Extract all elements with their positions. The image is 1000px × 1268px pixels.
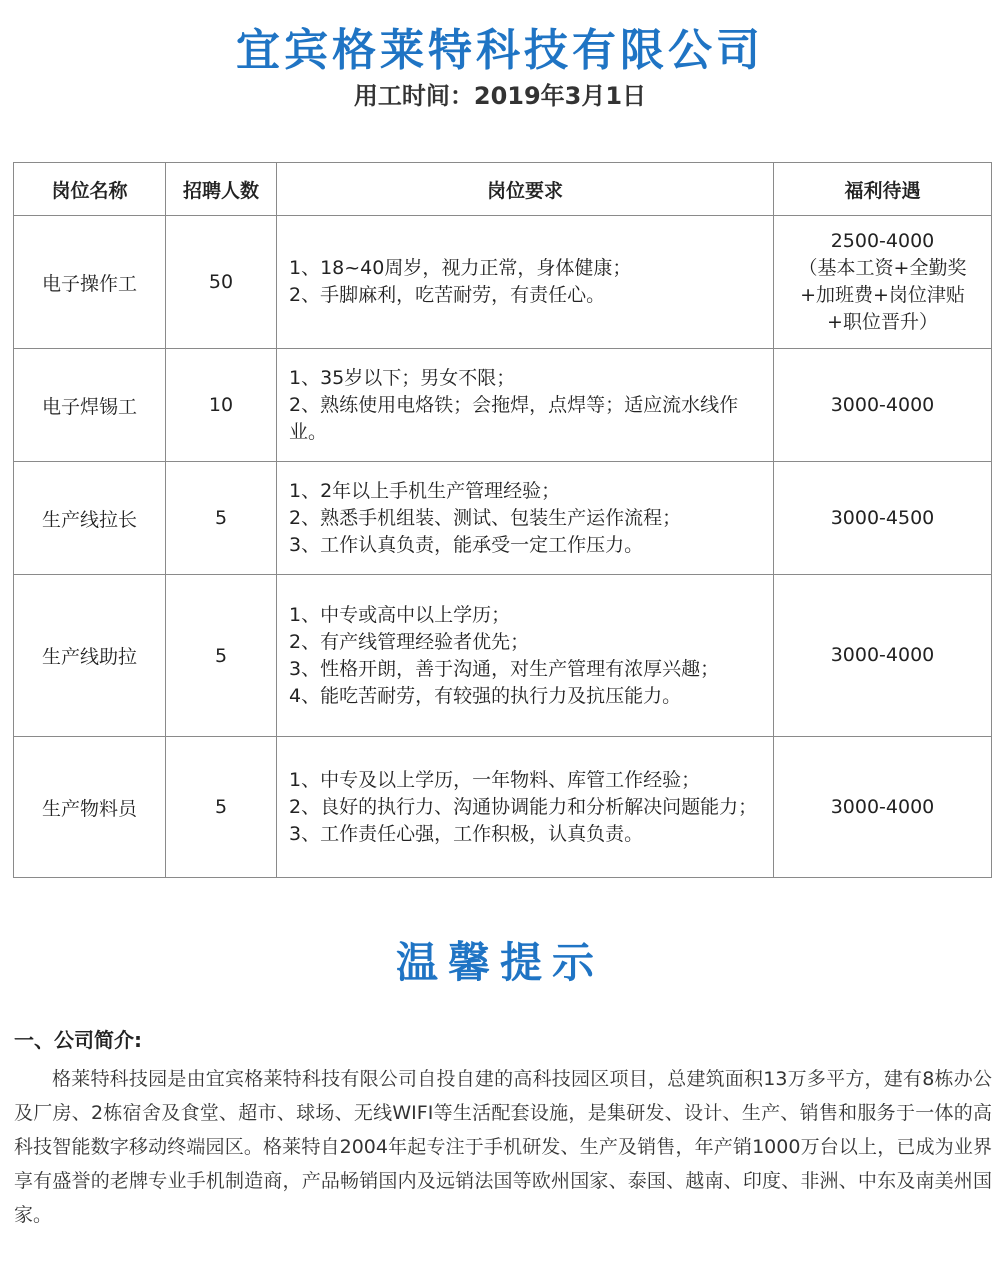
- requirement-line: 1、35岁以下；男女不限；: [289, 366, 516, 389]
- requirement-line: 2、熟悉手机组装、测试、包装生产运作流程；: [289, 506, 682, 529]
- header-position: 岗位名称: [14, 163, 166, 216]
- requirement-line: 1、18~40周岁，视力正常，身体健康；: [289, 257, 632, 279]
- job-table: [13, 162, 992, 878]
- hire-count: 5: [166, 575, 277, 737]
- hire-count: 5: [166, 462, 277, 575]
- requirements-cell: [277, 349, 774, 462]
- table-header-row: [14, 163, 992, 216]
- requirements-cell: [277, 737, 774, 878]
- benefits-cell: [774, 575, 992, 737]
- benefit-line: 3000-4000: [830, 393, 935, 416]
- requirement-line: 2、熟练使用电烙铁；会拖焊，点焊等；适应流水线作业。: [289, 393, 739, 443]
- benefit-line: 3000-4000: [830, 644, 935, 666]
- hire-count: 50: [166, 216, 277, 349]
- table-row: [14, 349, 992, 462]
- work-date-subtitle: 用工时间：2019年3月1日: [353, 82, 647, 110]
- position-name: 电子焊锡工: [14, 349, 166, 462]
- position-name: 生产物料员: [14, 737, 166, 878]
- hire-count: 10: [166, 349, 277, 462]
- requirement-line: 1、2年以上手机生产管理经验；: [289, 479, 561, 502]
- benefits-cell: [774, 349, 992, 462]
- intro-paragraph: 格莱特科技园是由宜宾格莱特科技有限公司自投自建的高科技园区项目，总建筑面积13万多平方，建有8栋办公及厂房、2栋宿舍及食堂、超市、球场、无线WIFI等生活配套设施，是集研发、设计、生产、销售和服务于一体的高科技智能数字移动终端园区。格莱特自2004年起专注于手机研发、生产及销售，年产销1000万台以上，已成为业界享有盛誉的老牌专业手机制造商，产品畅销国内及远销法国等欧州国家、泰国、越南、印度、非洲、中东及南美州国家。: [14, 1068, 992, 1226]
- benefits-cell: [774, 462, 992, 575]
- benefit-line: 3000-4500: [830, 506, 935, 529]
- benefit-line: 2500-4000: [830, 230, 935, 252]
- requirement-line: 4、能吃苦耐劳，有较强的执行力及抗压能力。: [289, 684, 682, 707]
- table-row: [14, 216, 992, 349]
- header-count: 招聘人数: [166, 163, 277, 216]
- table-row: [14, 575, 992, 737]
- benefits-cell: [774, 216, 992, 349]
- requirement-line: 3、工作认真负责，能承受一定工作压力。: [289, 533, 644, 556]
- benefits-cell: [774, 737, 992, 878]
- table-row: [14, 462, 992, 575]
- company-title: 宜宾格莱特科技有限公司: [236, 25, 764, 76]
- tips-title: 温馨提示: [395, 938, 604, 987]
- requirements-cell: [277, 216, 774, 349]
- requirements-cell: [277, 575, 774, 737]
- requirements-cell: [277, 462, 774, 575]
- position-name: 生产线助拉: [14, 575, 166, 737]
- table-row: [14, 737, 992, 878]
- requirement-line: 3、工作责任心强，工作积极，认真负责。: [289, 822, 644, 845]
- header-requirements: 岗位要求: [277, 163, 774, 216]
- requirement-line: 1、中专或高中以上学历；: [289, 603, 511, 626]
- header-benefits: 福利待遇: [774, 163, 992, 216]
- requirement-line: 2、手脚麻利，吃苦耐劳，有责任心。: [289, 284, 606, 306]
- position-name: 生产线拉长: [14, 462, 166, 575]
- requirement-line: 3、性格开朗，善于沟通，对生产管理有浓厚兴趣；: [289, 657, 720, 680]
- benefit-line: 3000-4000: [830, 795, 935, 818]
- requirement-line: 2、有产线管理经验者优先；: [289, 630, 530, 653]
- hire-count: 5: [166, 737, 277, 878]
- benefit-line: （基本工资+全勤奖: [798, 257, 967, 279]
- benefit-line: +加班费+岗位津贴: [800, 284, 965, 306]
- intro-heading: 一、公司简介:: [14, 1028, 142, 1052]
- requirement-line: 1、中专及以上学历，一年物料、库管工作经验；: [289, 768, 701, 791]
- benefit-line: +职位晋升）: [827, 311, 938, 333]
- requirement-line: 2、良好的执行力、沟通协调能力和分析解决问题能力；: [289, 795, 758, 818]
- position-name: 电子操作工: [14, 216, 166, 349]
